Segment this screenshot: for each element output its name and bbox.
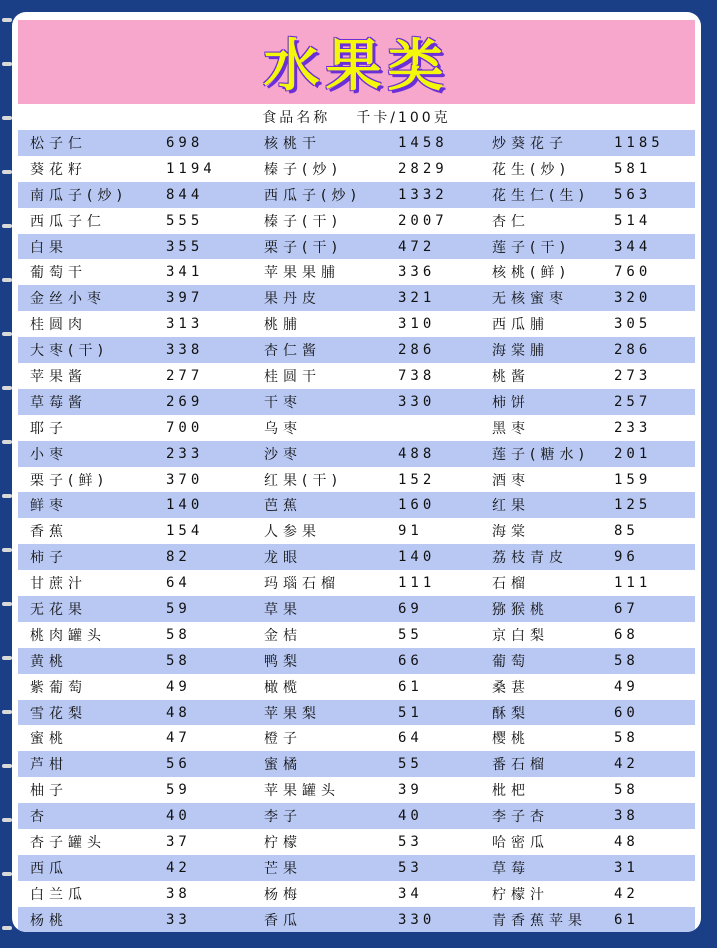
calorie-value: 2829 xyxy=(398,160,448,177)
calorie-value: 64 xyxy=(398,730,423,747)
table-row xyxy=(18,648,695,674)
food-name: 小枣 xyxy=(30,446,68,463)
food-name: 黑枣 xyxy=(492,420,530,437)
food-name: 杏子罐头 xyxy=(30,834,106,851)
calorie-value: 160 xyxy=(398,497,436,514)
food-name: 黄桃 xyxy=(30,653,68,670)
calorie-value: 59 xyxy=(166,600,191,617)
food-name: 杏仁酱 xyxy=(264,343,321,360)
calorie-value: 140 xyxy=(398,549,436,566)
food-name: 桃肉罐头 xyxy=(30,627,106,644)
food-name: 杏仁 xyxy=(492,213,530,230)
calorie-value: 39 xyxy=(398,782,423,799)
calorie-value: 40 xyxy=(166,808,191,825)
table-row xyxy=(18,700,695,726)
food-name: 金丝小枣 xyxy=(30,291,106,308)
food-name: 草莓酱 xyxy=(30,394,87,411)
table-row xyxy=(18,130,695,156)
calorie-value: 58 xyxy=(614,730,639,747)
header-food-name: 食品名称 xyxy=(262,110,331,126)
table-row xyxy=(18,415,695,441)
calorie-value: 42 xyxy=(614,756,639,773)
calorie-value: 111 xyxy=(398,575,436,592)
food-name: 核桃干 xyxy=(264,135,321,152)
table-row xyxy=(18,492,695,518)
table-row xyxy=(18,337,695,363)
calorie-value: 1332 xyxy=(398,186,448,203)
food-name: 猕猴桃 xyxy=(492,601,549,618)
calorie-value: 154 xyxy=(166,523,204,540)
food-name: 松子仁 xyxy=(30,135,87,152)
food-name: 甘蔗汁 xyxy=(30,576,87,593)
food-name: 桑葚 xyxy=(492,679,530,696)
calorie-value: 321 xyxy=(398,290,436,307)
calorie-value: 698 xyxy=(166,134,204,151)
food-name: 桃脯 xyxy=(264,317,302,334)
calorie-value: 305 xyxy=(614,316,652,333)
food-name: 果丹皮 xyxy=(264,291,321,308)
calorie-value: 313 xyxy=(166,316,204,333)
food-name: 栗子(鲜) xyxy=(30,472,108,489)
food-name: 干枣 xyxy=(264,394,302,411)
food-name: 白兰瓜 xyxy=(30,886,87,903)
food-name: 榛子(干) xyxy=(264,213,342,230)
calorie-value: 47 xyxy=(166,730,191,747)
food-name: 红果(干) xyxy=(264,472,342,489)
calorie-table-sheet xyxy=(12,12,701,932)
calorie-value: 269 xyxy=(166,393,204,410)
food-name: 耶子 xyxy=(30,420,68,437)
food-name: 无核蜜枣 xyxy=(492,291,568,308)
calorie-value: 472 xyxy=(398,238,436,255)
food-name: 杏 xyxy=(30,809,49,826)
calorie-value: 277 xyxy=(166,367,204,384)
table-row xyxy=(18,674,695,700)
calorie-value: 40 xyxy=(398,808,423,825)
calorie-value: 488 xyxy=(398,445,436,462)
calorie-value: 38 xyxy=(614,808,639,825)
calorie-value: 42 xyxy=(614,885,639,902)
calorie-value: 330 xyxy=(398,393,436,410)
food-name: 玛瑙石榴 xyxy=(264,576,340,593)
food-name: 苹果酱 xyxy=(30,368,87,385)
calorie-value: 61 xyxy=(398,678,423,695)
food-name: 葡萄干 xyxy=(30,265,87,282)
calorie-value: 49 xyxy=(166,678,191,695)
food-name: 莲子(干) xyxy=(492,239,570,256)
table-row xyxy=(18,751,695,777)
calorie-value: 1194 xyxy=(166,160,216,177)
food-name: 京白梨 xyxy=(492,627,549,644)
table-row xyxy=(18,777,695,803)
food-name: 白果 xyxy=(30,239,68,256)
food-name: 乌枣 xyxy=(264,420,302,437)
calorie-value: 1185 xyxy=(614,134,664,151)
calorie-value: 286 xyxy=(398,342,436,359)
table-row xyxy=(18,234,695,260)
calorie-value: 96 xyxy=(614,549,639,566)
calorie-value: 700 xyxy=(166,419,204,436)
calorie-value: 37 xyxy=(166,833,191,850)
calorie-value: 53 xyxy=(398,833,423,850)
food-name: 鸭梨 xyxy=(264,653,302,670)
food-name: 沙枣 xyxy=(264,446,302,463)
calorie-value: 60 xyxy=(614,704,639,721)
food-name: 桂圆干 xyxy=(264,368,321,385)
calorie-value: 67 xyxy=(614,600,639,617)
calorie-value: 233 xyxy=(614,419,652,436)
calorie-value: 1458 xyxy=(398,134,448,151)
table-row xyxy=(18,156,695,182)
calorie-value: 344 xyxy=(614,238,652,255)
table-row xyxy=(18,803,695,829)
food-name: 核桃(鲜) xyxy=(492,265,570,282)
table-row xyxy=(18,881,695,907)
food-name: 榛子(炒) xyxy=(264,161,342,178)
calorie-value: 42 xyxy=(166,859,191,876)
calorie-value: 69 xyxy=(398,600,423,617)
food-name: 蜜橘 xyxy=(264,757,302,774)
calorie-value: 563 xyxy=(614,186,652,203)
calorie-value: 34 xyxy=(398,885,423,902)
calorie-value: 31 xyxy=(614,859,639,876)
calorie-value: 48 xyxy=(166,704,191,721)
food-name: 紫葡萄 xyxy=(30,679,87,696)
title-banner xyxy=(18,20,695,104)
calorie-value: 33 xyxy=(166,911,191,928)
calorie-value: 397 xyxy=(166,290,204,307)
food-name: 葵花籽 xyxy=(30,161,87,178)
food-name: 哈密瓜 xyxy=(492,834,549,851)
food-name: 李子 xyxy=(264,809,302,826)
table-row xyxy=(18,311,695,337)
calorie-value: 140 xyxy=(166,497,204,514)
calorie-value: 159 xyxy=(614,471,652,488)
food-name: 柿饼 xyxy=(492,394,530,411)
calorie-value: 330 xyxy=(398,911,436,928)
calorie-value: 738 xyxy=(398,367,436,384)
food-name: 龙眼 xyxy=(264,550,302,567)
calorie-value: 91 xyxy=(398,523,423,540)
calorie-value: 555 xyxy=(166,212,204,229)
food-name: 金桔 xyxy=(264,627,302,644)
calorie-value: 53 xyxy=(398,859,423,876)
calorie-value: 581 xyxy=(614,160,652,177)
calorie-value: 2007 xyxy=(398,212,448,229)
calorie-value: 152 xyxy=(398,471,436,488)
food-name: 杨梅 xyxy=(264,886,302,903)
food-name: 鲜枣 xyxy=(30,498,68,515)
food-name: 番石榴 xyxy=(492,757,549,774)
food-name: 苹果果脯 xyxy=(264,265,340,282)
food-name: 枇杷 xyxy=(492,783,530,800)
calorie-value: 58 xyxy=(166,626,191,643)
calorie-value: 336 xyxy=(398,264,436,281)
header-unit: 千卡/100克 xyxy=(356,110,451,126)
food-name: 大枣(干) xyxy=(30,343,108,360)
calorie-value: 55 xyxy=(398,626,423,643)
calorie-value: 514 xyxy=(614,212,652,229)
food-name: 草莓 xyxy=(492,860,530,877)
food-name: 酒枣 xyxy=(492,472,530,489)
table-row xyxy=(18,208,695,234)
calorie-value: 55 xyxy=(398,756,423,773)
table-row xyxy=(18,518,695,544)
table-row xyxy=(18,389,695,415)
calorie-value: 48 xyxy=(614,833,639,850)
calorie-value: 273 xyxy=(614,367,652,384)
table-row xyxy=(18,285,695,311)
food-name: 花生(炒) xyxy=(492,161,570,178)
calorie-value: 68 xyxy=(614,626,639,643)
calorie-value: 61 xyxy=(614,911,639,928)
calorie-value: 338 xyxy=(166,342,204,359)
spiral-binding xyxy=(0,0,12,948)
table-row xyxy=(18,467,695,493)
food-name: 芭蕉 xyxy=(264,498,302,515)
food-name: 无花果 xyxy=(30,601,87,618)
table-row xyxy=(18,363,695,389)
food-name: 香蕉 xyxy=(30,524,68,541)
table-header xyxy=(18,104,695,130)
calorie-value: 85 xyxy=(614,523,639,540)
calorie-value: 355 xyxy=(166,238,204,255)
food-name: 苹果梨 xyxy=(264,705,321,722)
table-row xyxy=(18,544,695,570)
table-row xyxy=(18,570,695,596)
food-name: 西瓜子仁 xyxy=(30,213,106,230)
table-row xyxy=(18,907,695,932)
calorie-value: 125 xyxy=(614,497,652,514)
food-name: 西瓜 xyxy=(30,860,68,877)
food-name: 樱桃 xyxy=(492,731,530,748)
calorie-value: 844 xyxy=(166,186,204,203)
calorie-value: 58 xyxy=(614,652,639,669)
food-name: 青香蕉苹果 xyxy=(492,912,587,929)
food-name: 橄榄 xyxy=(264,679,302,696)
calorie-value: 51 xyxy=(398,704,423,721)
table-row xyxy=(18,441,695,467)
calorie-value: 58 xyxy=(166,652,191,669)
food-name: 人参果 xyxy=(264,524,321,541)
food-name: 蜜桃 xyxy=(30,731,68,748)
calorie-value: 201 xyxy=(614,445,652,462)
food-name: 李子杏 xyxy=(492,809,549,826)
food-name: 雪花梨 xyxy=(30,705,87,722)
calorie-value: 82 xyxy=(166,549,191,566)
calorie-value: 64 xyxy=(166,575,191,592)
food-name: 桂圆肉 xyxy=(30,317,87,334)
food-name: 石榴 xyxy=(492,576,530,593)
table-row xyxy=(18,596,695,622)
calorie-value: 56 xyxy=(166,756,191,773)
table-row xyxy=(18,622,695,648)
food-name: 葡萄 xyxy=(492,653,530,670)
table-row xyxy=(18,182,695,208)
calorie-value: 66 xyxy=(398,652,423,669)
calorie-value: 257 xyxy=(614,393,652,410)
calorie-value: 760 xyxy=(614,264,652,281)
food-name: 香瓜 xyxy=(264,912,302,929)
table-row xyxy=(18,259,695,285)
calorie-value: 111 xyxy=(614,575,652,592)
calorie-value: 310 xyxy=(398,316,436,333)
food-name: 柠檬汁 xyxy=(492,886,549,903)
calorie-value: 320 xyxy=(614,290,652,307)
page-title: 水果类 xyxy=(263,34,450,99)
food-name: 红果 xyxy=(492,498,530,515)
food-name: 芦柑 xyxy=(30,757,68,774)
food-name: 芒果 xyxy=(264,860,302,877)
food-name: 莲子(糖水) xyxy=(492,446,589,463)
calorie-table-body xyxy=(18,130,695,932)
food-name: 西瓜脯 xyxy=(492,317,549,334)
food-name: 炒葵花子 xyxy=(492,135,568,152)
calorie-value: 233 xyxy=(166,445,204,462)
table-row xyxy=(18,829,695,855)
calorie-value: 58 xyxy=(614,782,639,799)
calorie-value: 38 xyxy=(166,885,191,902)
table-row xyxy=(18,855,695,881)
food-name: 橙子 xyxy=(264,731,302,748)
food-name: 海棠脯 xyxy=(492,343,549,360)
food-name: 荔枝青皮 xyxy=(492,550,568,567)
food-name: 花生仁(生) xyxy=(492,187,589,204)
food-name: 杨桃 xyxy=(30,912,68,929)
food-name: 酥梨 xyxy=(492,705,530,722)
food-name: 柚子 xyxy=(30,783,68,800)
table-row xyxy=(18,725,695,751)
food-name: 柠檬 xyxy=(264,834,302,851)
food-name: 西瓜子(炒) xyxy=(264,187,361,204)
food-name: 草果 xyxy=(264,601,302,618)
food-name: 柿子 xyxy=(30,550,68,567)
food-name: 桃酱 xyxy=(492,368,530,385)
food-name: 南瓜子(炒) xyxy=(30,187,127,204)
calorie-value: 341 xyxy=(166,264,204,281)
calorie-value: 370 xyxy=(166,471,204,488)
food-name: 栗子(干) xyxy=(264,239,342,256)
food-name: 海棠 xyxy=(492,524,530,541)
calorie-value: 49 xyxy=(614,678,639,695)
calorie-value: 286 xyxy=(614,342,652,359)
calorie-value: 59 xyxy=(166,782,191,799)
food-name: 苹果罐头 xyxy=(264,783,340,800)
